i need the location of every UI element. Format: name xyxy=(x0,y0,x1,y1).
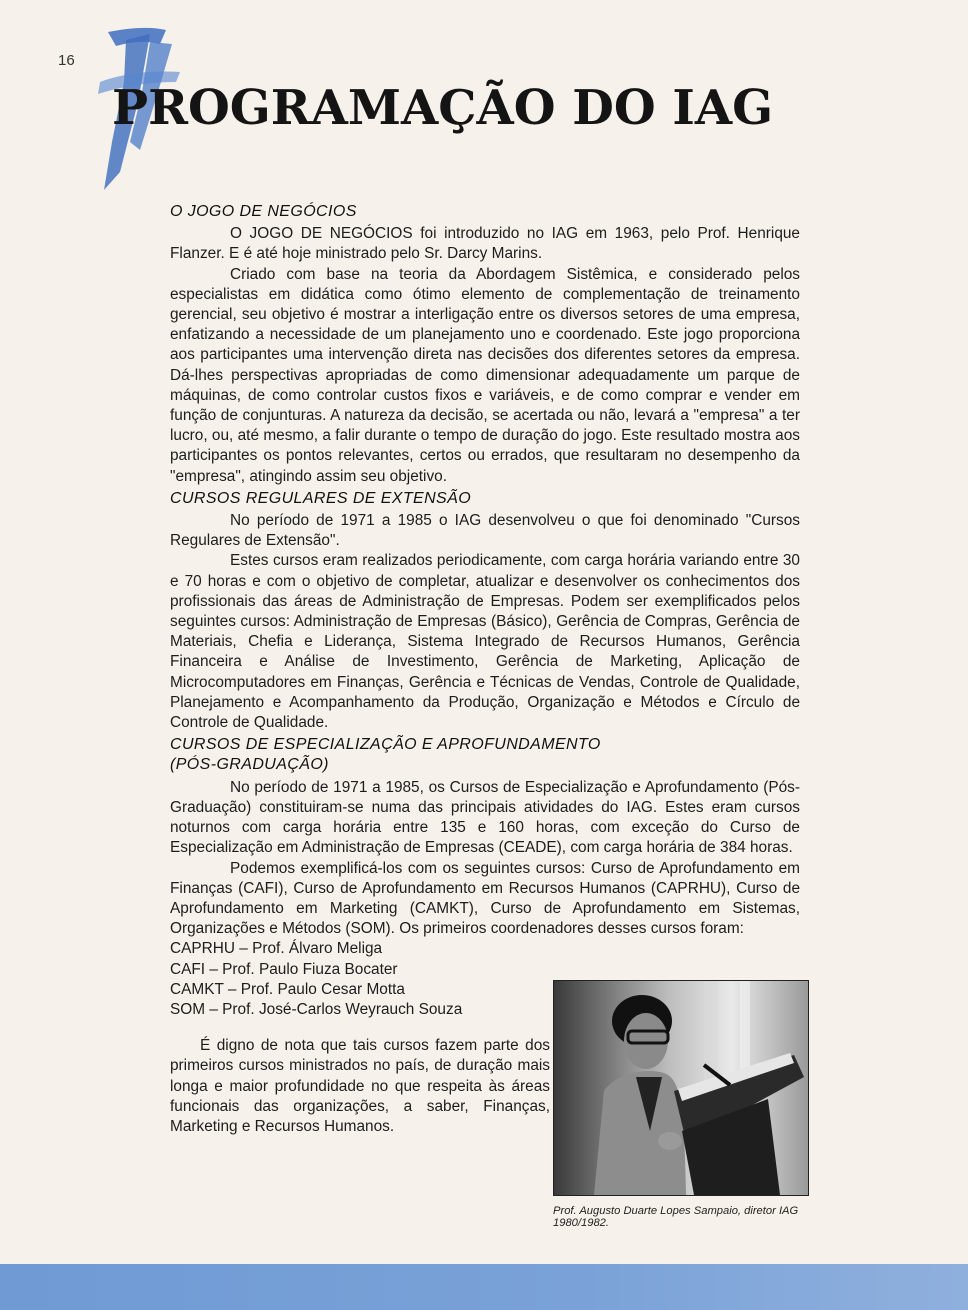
portrait-photo xyxy=(553,980,809,1196)
paragraph: Estes cursos eram realizados periodicamente, com carga horária variando entre 30 e 70 horas e com o objetivo de completar, atualizar e desenvolver os conhecimentos dos profissionais das áreas de Administração de Empresas. Podem ser exemplificados pelos seguintes cursos: Administração de Empresas (Básico), Gerência de Compras, Gerência de Materiais, Chefia e Liderança, Sistema Integrado de Recursos Humanos, Gerência Financeira e Análise de Investimento, Gerência de Marketing, Aplicação de Microcomputadores em Finanças, Gerência e Técnicas de Vendas, Controle de Qualidade, Planejamento e Acompanhamento da Produção, Organização e Métodos e Círculo de Controle de Qualidade. xyxy=(170,552,800,732)
section-heading-line: CURSOS DE ESPECIALIZAÇÃO E APROFUNDAMENTO xyxy=(170,736,601,754)
page-number: 16 xyxy=(58,52,75,69)
photo-caption: Prof. Augusto Duarte Lopes Sampaio, diretor IAG 1980/1982. xyxy=(553,1205,799,1229)
closing-paragraph: É digno de nota que tais cursos fazem parte dos primeiros cursos ministrados no país, de duração mais longa e maior profundidade no que respeita às áreas funcionais das organizações, a saber, Finanças, Marketing e Recursos Humanos. xyxy=(170,1037,550,1135)
paragraph: O JOGO DE NEGÓCIOS foi introduzido no IAG em 1963, pelo Prof. Henrique Flanzer. E é até hoje ministrado pelo Sr. Darcy Marins. xyxy=(170,225,800,263)
footer-color-band xyxy=(0,1264,968,1310)
section-heading-line: (PÓS-GRADUAÇÃO) xyxy=(170,756,329,774)
list-item: SOM – Prof. José-Carlos Weyrauch Souza xyxy=(170,1000,463,1018)
list-item: CAPRHU – Prof. Álvaro Meliga xyxy=(170,940,383,958)
section-heading-especializacao xyxy=(170,735,800,775)
paragraph: Podemos exemplificá-los com os seguintes cursos: Curso de Aprofundamento em Finanças (CAFI), Curso de Aprofundamento em Recursos Humanos (CAPRHU), Curso de Aprofundamento em Marketing (CAMKT), Curso de Aprofundamento em Sistemas, Organizações e Métodos (SOM). Os primeiros coordenadores desses cursos foram: xyxy=(170,859,800,938)
paragraph: Criado com base na teoria da Abordagem Sistêmica, e considerado pelos especialistas em didática como ótimo elemento de complementação de treinamento gerencial, seu objetivo é mostrar a interligação entre os diversos setores de uma empresa, enfatizando a necessidade de um planejamento uno e coordenado. Este jogo proporciona aos participantes uma intervenção direta nas decisões dos diferentes setores da empresa. Dá-lhes perspectivas apropriadas de como dimensionar adequadamente um parque de máquinas, de como controlar custos fixos e variáveis, e de como comprar e vender em função de conjunturas. A natureza da decisão, se acertada ou não, levará a "empresa" a ter lucro, ou, até mesmo, a falir durante o tempo de duração do jogo. Este resultado mostra aos participantes os pontos relevantes, certos ou errados, que resultaram no desempenho da "empresa", atingindo assim seu objetivo. xyxy=(170,265,800,485)
list-item: CAFI – Prof. Paulo Fiuza Bocater xyxy=(170,960,398,978)
list-item: CAMKT – Prof. Paulo Cesar Motta xyxy=(170,980,405,998)
section-heading-cursos-regulares: CURSOS REGULARES DE EXTENSÃO xyxy=(170,489,472,507)
page-title: PROGRAMAÇÃO DO IAG xyxy=(112,80,774,136)
section-heading-jogo: O JOGO DE NEGÓCIOS xyxy=(170,203,357,220)
photo-figure xyxy=(553,980,809,1229)
paragraph: No período de 1971 a 1985 o IAG desenvolveu o que foi denominado "Cursos Regulares de Extensão". xyxy=(170,512,800,550)
paragraph: No período de 1971 a 1985, os Cursos de Especialização e Aprofundamento (Pós-Graduação) constituiram-se numa das principais atividades do IAG. Estes eram cursos noturnos com carga horária entre 135 e 160 horas, com exceção do Curso de Especialização em Administração de Empresas (CEADE), com carga horária de 384 horas. xyxy=(170,778,800,857)
